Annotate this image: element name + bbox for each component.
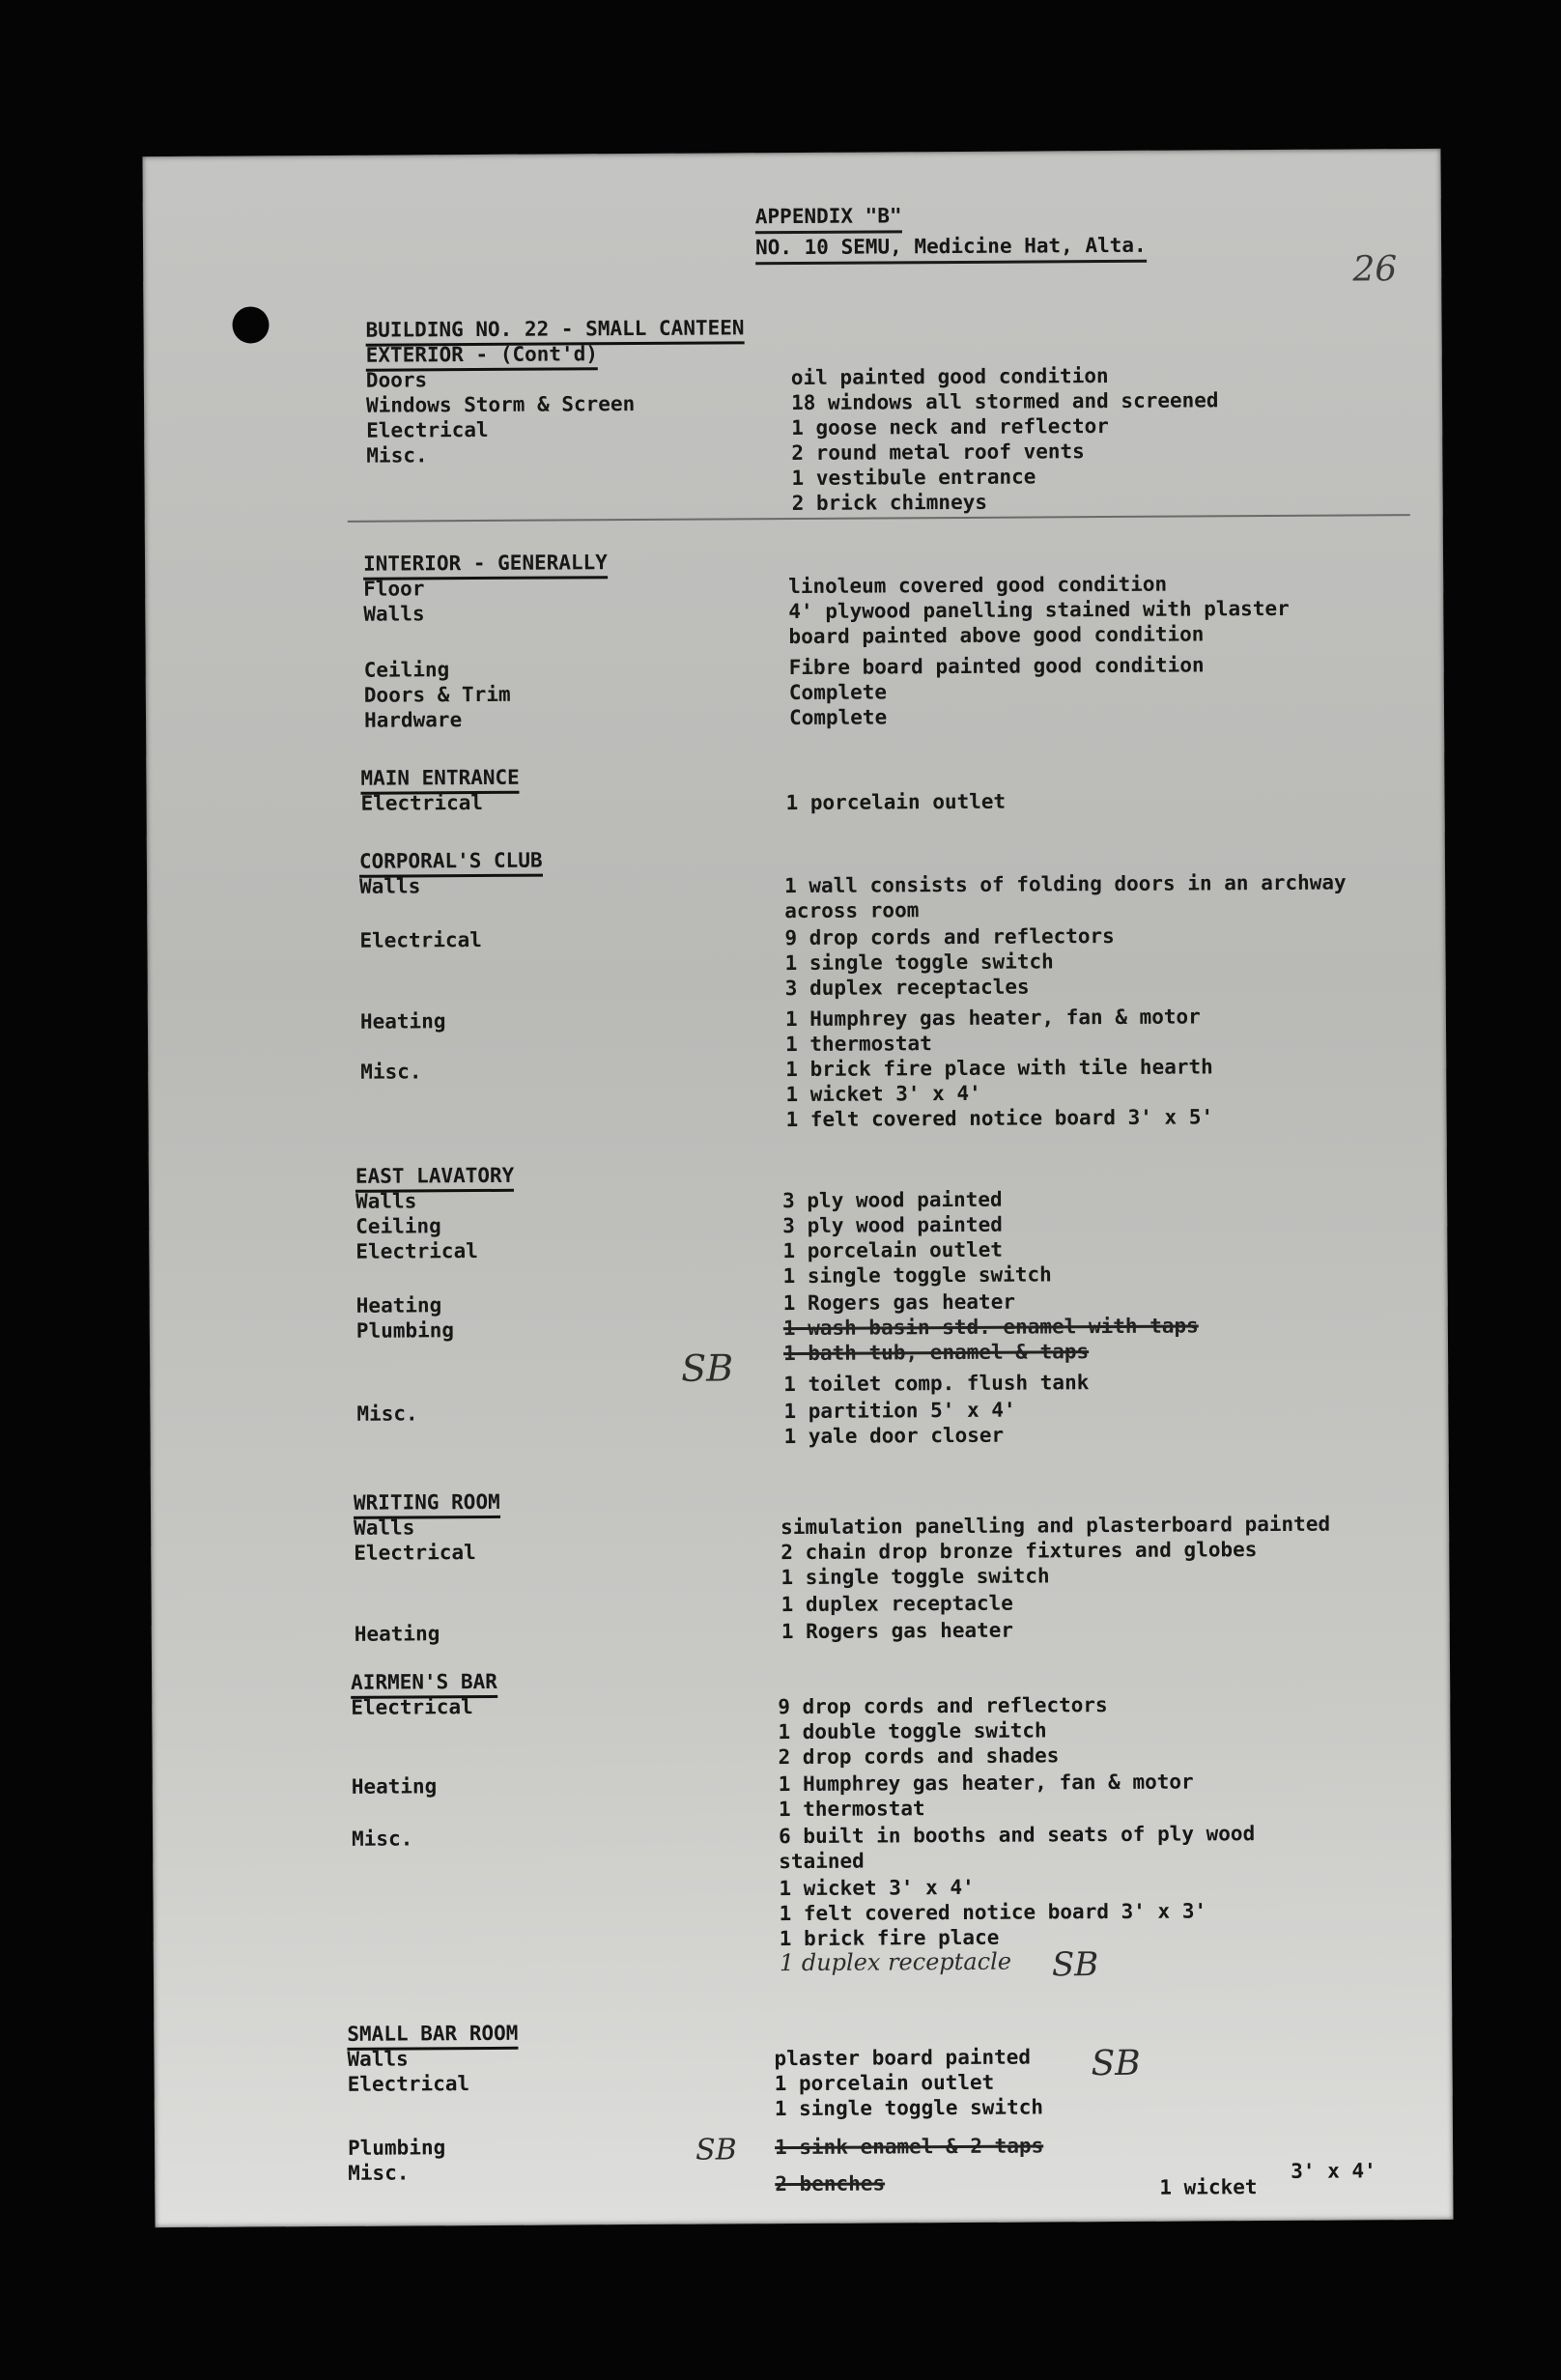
item-description: 1 Rogers gas heater — [782, 1289, 1016, 1316]
item-description: Complete — [788, 680, 888, 705]
item-description: 2 drop cords and shades — [778, 1743, 1060, 1770]
item-label: Ceiling — [363, 658, 450, 682]
item-description: 4' plywood panelling stained with plaster — [788, 596, 1290, 624]
handwritten-note: SB — [695, 2133, 737, 2168]
item-description: 3 ply wood painted — [782, 1212, 1003, 1238]
item-label: Floor — [363, 577, 425, 601]
item-label: Misc. — [366, 443, 428, 468]
item-description: Fibre board painted good condition — [788, 653, 1205, 680]
section-heading: AIRMEN'S BAR — [351, 1669, 497, 1699]
item-description: plaster board painted — [774, 2045, 1032, 2071]
item-description: 9 drop cords and reflectors — [784, 923, 1115, 950]
item-description: 1 porcelain outlet — [774, 2070, 995, 2096]
item-description: 1 Humphrey gas heater, fan & motor — [778, 1770, 1194, 1797]
item-label: Ceiling — [355, 1214, 441, 1238]
folio-number: 26 — [1352, 249, 1398, 290]
section-heading: EAST LAVATORY — [355, 1163, 515, 1193]
item-label: Misc. — [352, 1827, 413, 1851]
item-description: 1 bath tub, enamel & taps — [782, 1340, 1090, 1366]
item-label: Misc. — [348, 2161, 410, 2185]
item-description: 1 porcelain outlet — [785, 789, 1007, 815]
item-description: 1 Rogers gas heater — [780, 1618, 1014, 1644]
section-heading: BUILDING NO. 22 - SMALL CANTEEN — [365, 315, 744, 346]
section-heading: MAIN ENTRANCE — [360, 765, 520, 795]
handwritten-note: SB — [681, 1346, 734, 1390]
document-header — [755, 201, 1147, 265]
item-description: 1 felt covered notice board 3' x 5' — [785, 1105, 1214, 1132]
item-description: 1 partition 5' x 4' — [783, 1398, 1016, 1424]
item-label: Doors — [365, 368, 428, 392]
punch-hole — [232, 306, 269, 343]
document-page — [142, 149, 1453, 2227]
item-description: board painted above good condition — [788, 622, 1205, 649]
item-label: Doors & Trim — [363, 682, 511, 707]
item-description: 18 windows all stormed and screened — [790, 388, 1219, 415]
item-description: 1 porcelain outlet — [782, 1237, 1004, 1263]
section-heading: EXTERIOR - (Cont'd) — [366, 341, 598, 371]
item-description: 2 round metal roof vents — [791, 439, 1085, 466]
item-description: 6 built in booths and seats of ply wood — [779, 1822, 1256, 1849]
handwritten-note: 1 duplex receptacle — [779, 1947, 1012, 1977]
item-label: Walls — [359, 874, 421, 898]
item-description: Complete — [788, 705, 888, 730]
item-label: Heating — [359, 1009, 446, 1034]
item-description: 2 chain drop bronze fixtures and globes — [780, 1538, 1258, 1565]
item-description: 1 single toggle switch — [774, 2095, 1044, 2121]
handwritten-note: SB — [1051, 1945, 1099, 1985]
item-label: Electrical — [360, 790, 484, 815]
item-description: oil painted good condition — [790, 364, 1109, 390]
section-heading: INTERIOR - GENERALLY — [363, 550, 608, 581]
item-label: Electrical — [347, 2072, 470, 2096]
appendix-title: APPENDIX "B" — [755, 202, 902, 234]
item-label: Hardware — [363, 708, 463, 732]
item-description: 2 benches — [775, 2171, 886, 2196]
item-label: Walls — [355, 1189, 417, 1213]
section-heading: WRITING ROOM — [354, 1489, 500, 1519]
item-description: simulation panelling and plasterboard painted — [780, 1512, 1331, 1540]
item-label: Heating — [355, 1293, 442, 1318]
item-description: 1 sink enamel & 2 taps — [774, 2134, 1044, 2160]
item-label: Electrical — [351, 1695, 473, 1719]
item-label: Misc. — [360, 1060, 422, 1084]
section-heading: SMALL BAR ROOM — [347, 2021, 518, 2051]
item-label: Walls — [347, 2047, 409, 2071]
item-description: stained — [779, 1849, 865, 1874]
item-label: Electrical — [359, 927, 482, 952]
item-description: 9 drop cords and reflectors — [778, 1693, 1108, 1719]
item-label: Electrical — [354, 1541, 476, 1565]
item-description: 1 brick fire place with tile hearth — [785, 1055, 1213, 1082]
item-label: Electrical — [366, 417, 489, 442]
item-label: Heating — [354, 1622, 440, 1646]
item-description: 1 single toggle switch — [782, 1262, 1052, 1289]
item-description: 1 wicket 3' x 4' — [785, 1081, 981, 1107]
item-description: 1 duplex receptacle — [780, 1591, 1013, 1617]
item-description: 1 vestibule entrance — [791, 465, 1036, 491]
item-description: 1 thermostat — [778, 1797, 925, 1822]
item-description: 1 goose neck and reflector — [791, 414, 1109, 440]
item-label: Electrical — [355, 1239, 478, 1263]
item-description: 1 wicket — [1159, 2175, 1258, 2199]
item-description: 1 single toggle switch — [784, 949, 1054, 976]
item-label: Walls — [363, 602, 425, 626]
item-label: Windows Storm & Screen — [365, 392, 636, 417]
item-description: 1 brick fire place — [779, 1925, 1000, 1951]
item-description: 1 Humphrey gas heater, fan & motor — [784, 1005, 1201, 1032]
section-heading: CORPORAL'S CLUB — [359, 848, 543, 878]
item-description: 3' x 4' — [1291, 2159, 1377, 2183]
unit-location-line: NO. 10 SEMU, Medicine Hat, Alta. — [755, 232, 1147, 265]
item-description: 3 duplex receptacles — [784, 975, 1030, 1001]
item-description: 3 ply wood painted — [782, 1187, 1003, 1213]
item-description: across room — [784, 898, 920, 923]
item-description: 1 yale door closer — [783, 1423, 1005, 1449]
item-description: 1 wicket 3' x 4' — [779, 1875, 975, 1901]
item-label: Plumbing — [355, 1318, 455, 1343]
item-description: 1 wall consists of folding doors in an archway — [784, 870, 1347, 898]
item-label: Misc. — [356, 1402, 418, 1426]
item-description: linoleum covered good condition — [788, 572, 1168, 599]
item-label: Heating — [351, 1774, 438, 1799]
item-label: Plumbing — [347, 2136, 446, 2160]
item-label: Walls — [354, 1516, 415, 1540]
handwritten-note: SB — [1091, 2043, 1141, 2084]
item-description: 2 brick chimneys — [791, 490, 988, 516]
item-description: 1 toilet comp. flush tank — [783, 1371, 1090, 1397]
item-description: 1 wash basin std. enamel with taps — [782, 1314, 1199, 1341]
item-description: 1 felt covered notice board 3' x 3' — [779, 1899, 1207, 1926]
item-description: 1 double toggle switch — [778, 1718, 1047, 1744]
item-description: 1 thermostat — [785, 1032, 932, 1057]
item-description: 1 single toggle switch — [780, 1564, 1050, 1590]
